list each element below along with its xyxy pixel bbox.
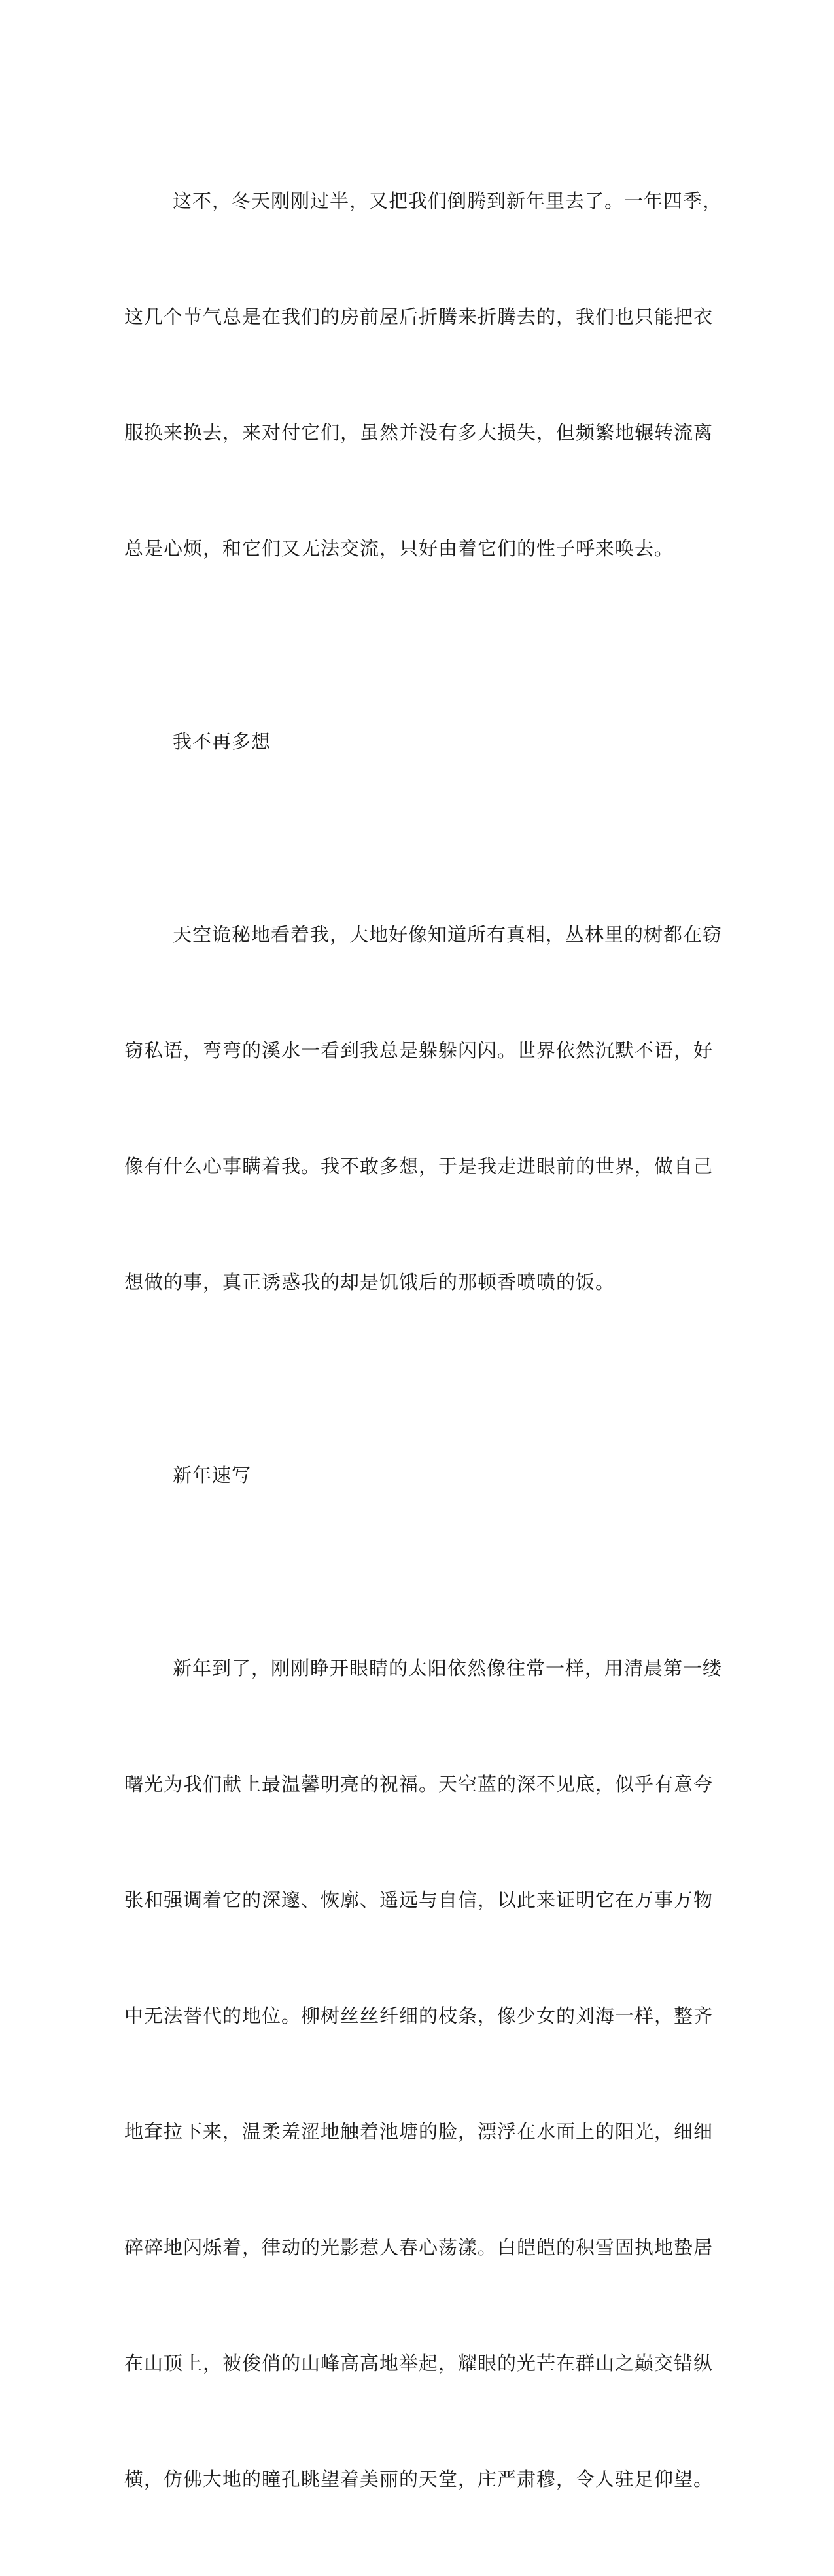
paragraph-sky-secret [124, 838, 723, 1379]
text-line: 想做的事，真正诱惑我的却是饥饿后的那顿香喷喷的饭。 [124, 1271, 616, 1293]
text-line: 新年速写 [173, 1464, 252, 1486]
text-line: 地耷拉下来，温柔羞涩地触着池塘的脸，漂浮在水面上的阳光，细细 [124, 2120, 714, 2143]
text-line: 曙光为我们献上最温馨明亮的祝福。天空蓝的深不见底，似乎有意夸 [124, 1773, 714, 1795]
section-heading-new-year-sketch [124, 1379, 713, 1572]
text-line: 我不再多想 [173, 730, 271, 753]
text-line: 总是心烦，和它们又无法交流，只好由着它们的性子呼来唤去。 [124, 537, 674, 560]
text-line: 窃私语，弯弯的溪水一看到我总是躲躲闪闪。世界依然沉默不语，好 [124, 1039, 714, 1062]
section-heading-no-more-thinking [124, 645, 713, 838]
text-line: 碎碎地闪烁着，律动的光影惹人春心荡漾。白皑皑的积雪固执地蛰居 [124, 2236, 714, 2259]
paragraph-winter [124, 105, 723, 645]
text-line: 新年到了，刚刚睁开眼睛的太阳依然像往常一样，用清晨第一缕 [173, 1657, 723, 1679]
text-line: 天空诡秘地看着我，大地好像知道所有真相，丛林里的树都在窃 [173, 923, 723, 946]
text-line: 中无法替代的地位。柳树丝丝纤细的枝条，像少女的刘海一样，整齐 [124, 2005, 714, 2027]
text-line: 横，仿佛大地的瞳孔眺望着美丽的天堂，庄严肃穆，令人驻足仰望。 [124, 2468, 714, 2490]
text-line: 在山顶上，被俊俏的山峰高高地举起，耀眼的光芒在群山之巅交错纵 [124, 2352, 714, 2374]
text-line: 这几个节气总是在我们的房前屋后折腾来折腾去的，我们也只能把衣 [124, 306, 714, 328]
text-line: 服换来换去，来对付它们，虽然并没有多大损失，但频繁地辗转流离 [124, 421, 714, 444]
paragraph-new-year [124, 1572, 723, 2576]
text-line: 这不，冬天刚刚过半，又把我们倒腾到新年里去了。一年四季， [173, 190, 723, 212]
document-body [124, 105, 723, 2576]
text-line: 像有什么心事瞒着我。我不敢多想，于是我走进眼前的世界，做自己 [124, 1155, 714, 1177]
text-line: 张和强调着它的深邃、恢廓、遥远与自信，以此来证明它在万事万物 [124, 1889, 714, 1911]
